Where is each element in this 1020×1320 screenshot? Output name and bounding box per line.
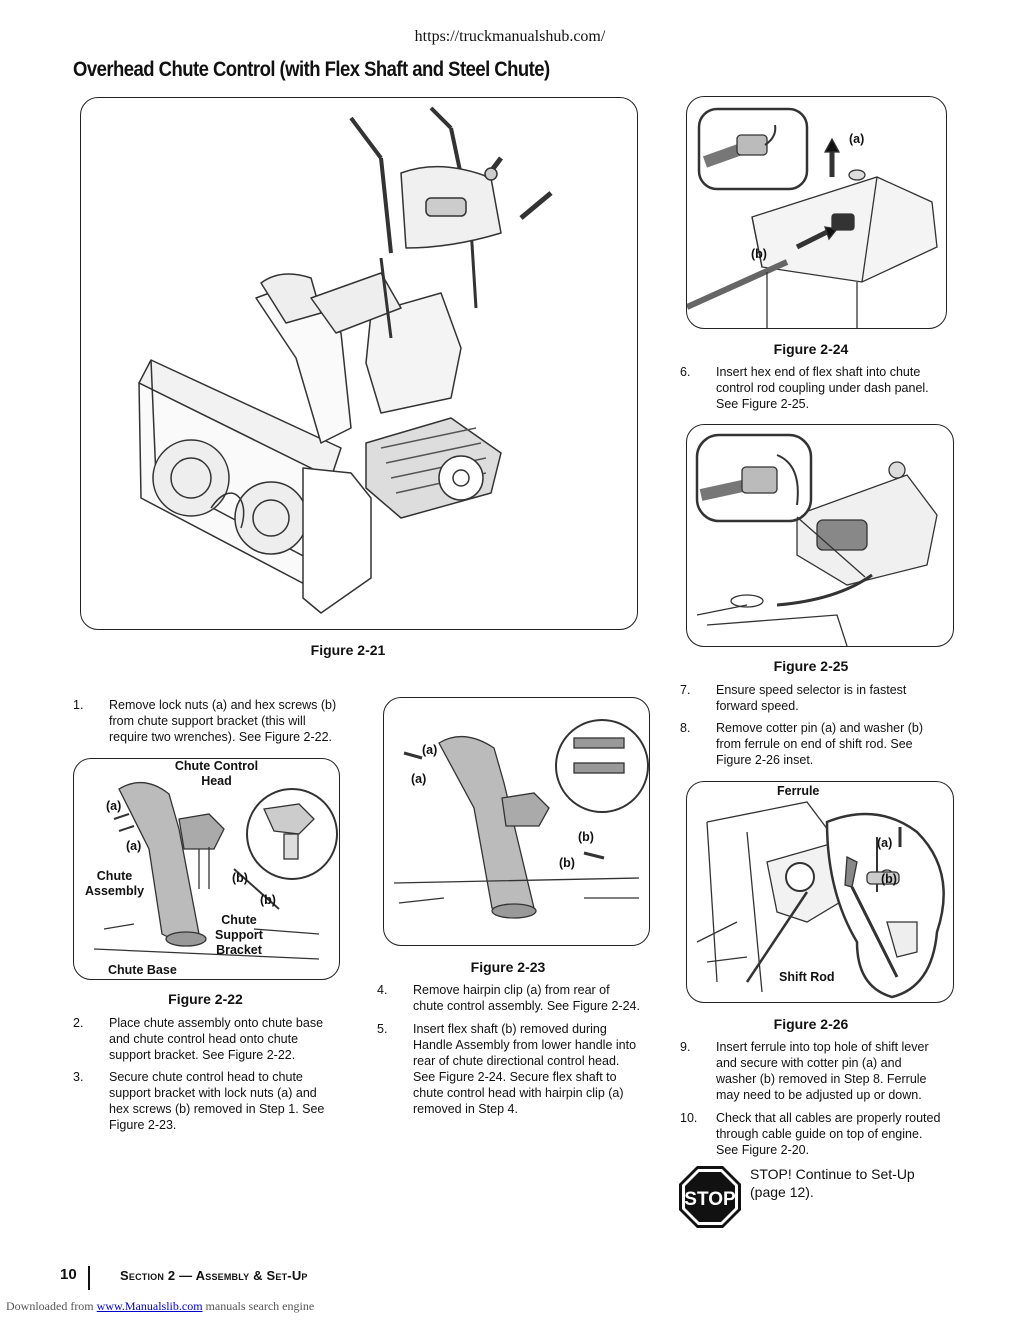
step-text: Check that all cables are properly routed through cable guide on top of engine. See Figure 2-20. [716,1111,941,1157]
step-10 [680,1110,950,1160]
step-text: Remove lock nuts (a) and hex screws (b) from chute support bracket (this will require two wrenches). See Figure 2-22. [109,698,337,744]
figure-2-24-image [686,96,947,329]
stop-message: STOP! Continue to Set-Up (page 12). [750,1166,915,1200]
label-b: (b) [751,247,767,261]
figure-2-23-image [383,697,650,946]
page-number: 10 [60,1266,77,1283]
step-3 [73,1069,343,1135]
step-number: 1. [73,698,84,712]
step-7 [680,682,950,716]
step-number: 9. [680,1040,691,1054]
label-a-1: (a) [106,799,122,813]
label-b-2: (b) [260,893,276,907]
label-chute-support-bracket: Chute Support Bracket [215,913,263,957]
manualslib-link[interactable]: www.Manualslib.com [96,1299,203,1313]
footer-divider [88,1266,90,1290]
label-b-2: (b) [559,856,575,870]
step-number: 6. [680,365,691,379]
figure-2-21-image [80,97,638,630]
step-2 [73,1015,343,1065]
figure-2-26-caption: Figure 2-26 [773,1016,849,1032]
label-a-1: (a) [422,743,438,757]
step-8 [680,720,950,770]
step-number: 10. [680,1111,698,1125]
step-text: Remove cotter pin (a) and washer (b) from ferrule on end of shift rod. See Figure 2-26 inset. [716,721,924,767]
download-note [6,1299,314,1314]
figure-2-24-caption: Figure 2-24 [773,341,849,357]
step-number: 5. [377,1022,388,1036]
label-a-2: (a) [411,772,427,786]
download-note-suffix: manuals search engine [202,1299,315,1313]
label-chute-control-head: Chute Control Head [174,759,259,788]
source-url[interactable]: https://truckmanualshub.com/ [414,28,606,45]
step-text: Ensure speed selector is in fastest forward speed. [716,683,907,713]
figure-2-22-caption: Figure 2-22 [168,991,243,1007]
step-1 [73,697,343,747]
step-text: Insert ferrule into top hole of shift lever and secure with cotter pin (a) and washer (b) removed in Step 8. Ferrule may need to be adjusted up or down. [716,1040,929,1102]
figure-2-26-image [686,781,954,1003]
label-chute-assembly: Chute Assembly [84,869,145,898]
label-a: (a) [849,132,865,146]
label-shift-rod: Shift Rod [779,970,835,984]
step-number: 4. [377,983,388,997]
step-text: Insert hex end of flex shaft into chute control rod coupling under dash panel. See Figure 2-25. [716,365,929,411]
step-4 [377,982,647,1016]
label-b: (b) [881,872,897,886]
step-text: Secure chute control head to chute support bracket with lock nuts (a) and hex screws (b) removed in Step 1. See Figure 2-23. [109,1070,325,1132]
step-number: 8. [680,721,691,735]
download-note-prefix: Downloaded from [6,1299,97,1313]
figure-2-21-caption: Figure 2-21 [310,642,386,658]
step-number: 3. [73,1070,84,1084]
step-text: Remove hairpin clip (a) from rear of chute control assembly. See Figure 2-24. [413,983,640,1013]
step-9 [680,1039,950,1105]
step-text: Place chute assembly onto chute base and chute control head onto chute support bracket. See Figure 2-22. [109,1016,324,1062]
label-b-1: (b) [232,871,248,885]
step-text: Insert flex shaft (b) removed during Handle Assembly from lower handle into rear of chute directional control head. See Figure 2-24. Secure flex shaft to chute control head with hairpin clip (a) removed in Step 4. [413,1022,637,1116]
step-number: 7. [680,683,691,697]
label-a-2: (a) [126,839,142,853]
figure-2-23-caption: Figure 2-23 [470,959,546,975]
page-title: Overhead Chute Control (with Flex Shaft and Steel Chute) [73,58,550,81]
figure-2-25-caption: Figure 2-25 [773,658,849,674]
step-number: 2. [73,1016,84,1030]
figure-2-22-image [73,758,340,980]
stop-sign-text: STOP [684,1189,736,1210]
label-b-1: (b) [578,830,594,844]
footer-section-title: Section 2 — Assembly & Set-Up [120,1268,308,1283]
step-5 [377,1021,647,1119]
stop-sign-icon [678,1165,742,1229]
label-chute-base: Chute Base [108,963,177,977]
step-6 [680,364,950,414]
figure-2-25-image [686,424,954,647]
label-a: (a) [877,836,893,850]
label-ferrule: Ferrule [777,784,820,798]
